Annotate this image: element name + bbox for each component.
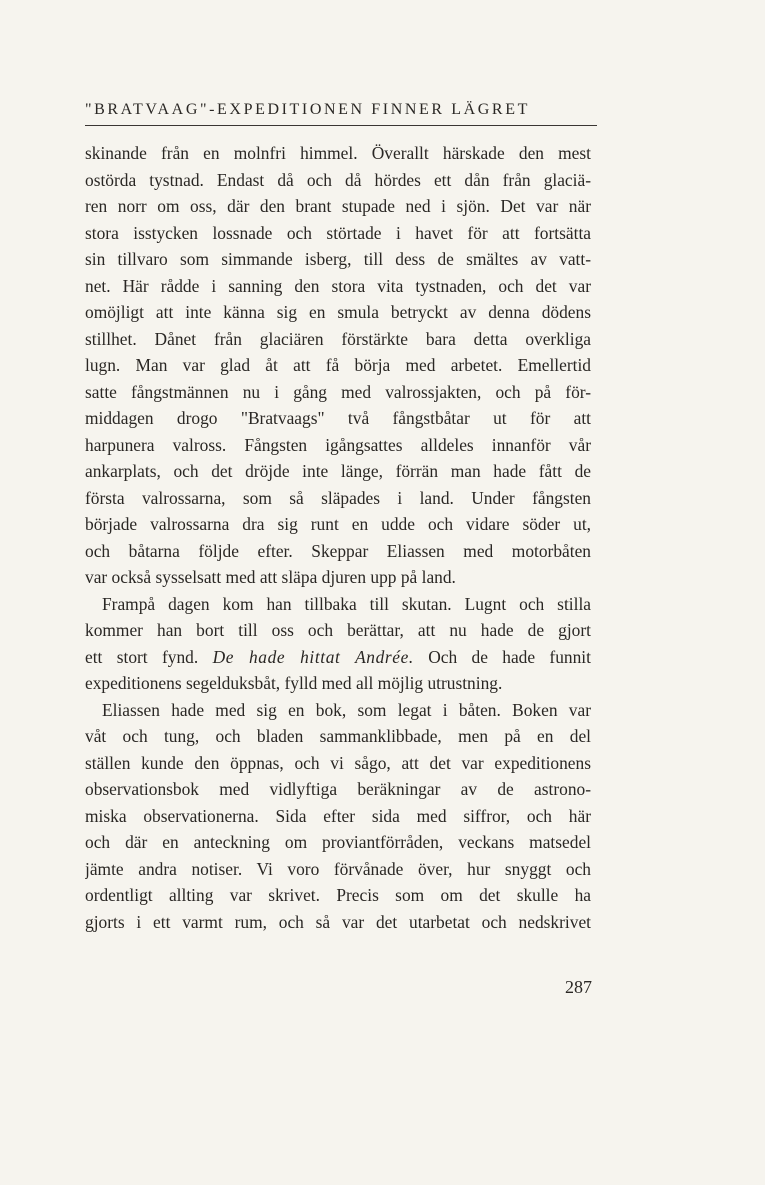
- text-line: ställen kunde den öppnas, och vi sågo, att det var expeditionens: [85, 752, 591, 773]
- text-line: Eliassen hade med sig en bok, som legat i båten. Boken var: [102, 699, 591, 720]
- text-line: ren norr om oss, där den brant stupade ned i sjön. Det var när: [85, 196, 591, 216]
- text-line: observationsbok med vidlyftiga beräkningar av de astrono-: [85, 779, 591, 799]
- text-line: våt och tung, och bladen sammanklibbade, men på en del: [85, 726, 591, 746]
- text-line: jämte andra notiser. Vi voro förvånade över, hur snyggt och: [85, 858, 591, 879]
- body-text: [85, 140, 591, 935]
- text-line: och båtarna följde efter. Skeppar Eliassen med motorbåten: [85, 540, 591, 561]
- text-line: harpunera valross. Fångsten igångsattes alldeles innanför vår: [85, 434, 591, 455]
- text-line: expeditionens segelduksbåt, fylld med all möjlig utrustning.: [85, 673, 503, 693]
- text-fragment: Och de hade funnit: [428, 646, 591, 667]
- text-fragment: ett stort fynd.: [85, 646, 199, 667]
- text-line: [85, 644, 591, 671]
- text-line: gjorts i ett varmt rum, och så var det utarbetat och nedskrivet: [85, 911, 591, 932]
- text-line: ankarplats, och det dröjde inte länge, förrän man hade fått de: [85, 461, 591, 481]
- text-line: Frampå dagen kom han tillbaka till skutan. Lugnt och stilla: [102, 593, 591, 614]
- text-line: skinande från en molnfri himmel. Överallt härskade den mest: [85, 143, 591, 163]
- text-line: ordentligt allting var skrivet. Precis som om det skulle ha: [85, 885, 591, 905]
- text-line: var också sysselsatt med att släpa djuren upp på land.: [85, 567, 456, 587]
- text-line: stillhet. Dånet från glaciären förstärkte bara detta overkliga: [85, 328, 591, 349]
- text-line: ostörda tystnad. Endast då och då hördes ett dån från glaciä-: [85, 169, 591, 190]
- text-line: miska observationerna. Sida efter sida med siffror, och här: [85, 805, 591, 826]
- running-head: "BRATVAAG"-EXPEDITIONEN FINNER LÄGRET: [85, 101, 530, 118]
- italic-phrase: De hade hittat Andrée.: [212, 646, 414, 667]
- text-line: och där en anteckning om proviantförråden, veckans matsedel: [85, 832, 591, 852]
- text-line: omöjligt att inte känna sig en smula betryckt av denna dödens: [85, 302, 591, 322]
- text-line: satte fångstmännen nu i gång med valrossjakten, och på för-: [85, 381, 591, 402]
- text-line: lugn. Man var glad åt att få börja med arbetet. Emellertid: [85, 355, 591, 375]
- text-line: kommer han bort till oss och berättar, att nu hade de gjort: [85, 620, 591, 640]
- text-line: net. Här rådde i sanning den stora vita tystnaden, och det var: [85, 275, 591, 296]
- text-line: första valrossarna, som så släpades i land. Under fångsten: [85, 487, 591, 508]
- text-line: stora isstycken lossnade och störtade i havet för att fortsätta: [85, 222, 591, 243]
- page-number: 287: [565, 977, 592, 997]
- text-line: sin tillvaro som simmande isberg, till dess de smältes av vatt-: [85, 249, 591, 269]
- header-rule: [85, 125, 597, 126]
- text-line: middagen drogo "Bratvaags" två fångstbåtar ut för att: [85, 408, 591, 428]
- text-line: började valrossarna dra sig runt en udde och vidare söder ut,: [85, 514, 591, 534]
